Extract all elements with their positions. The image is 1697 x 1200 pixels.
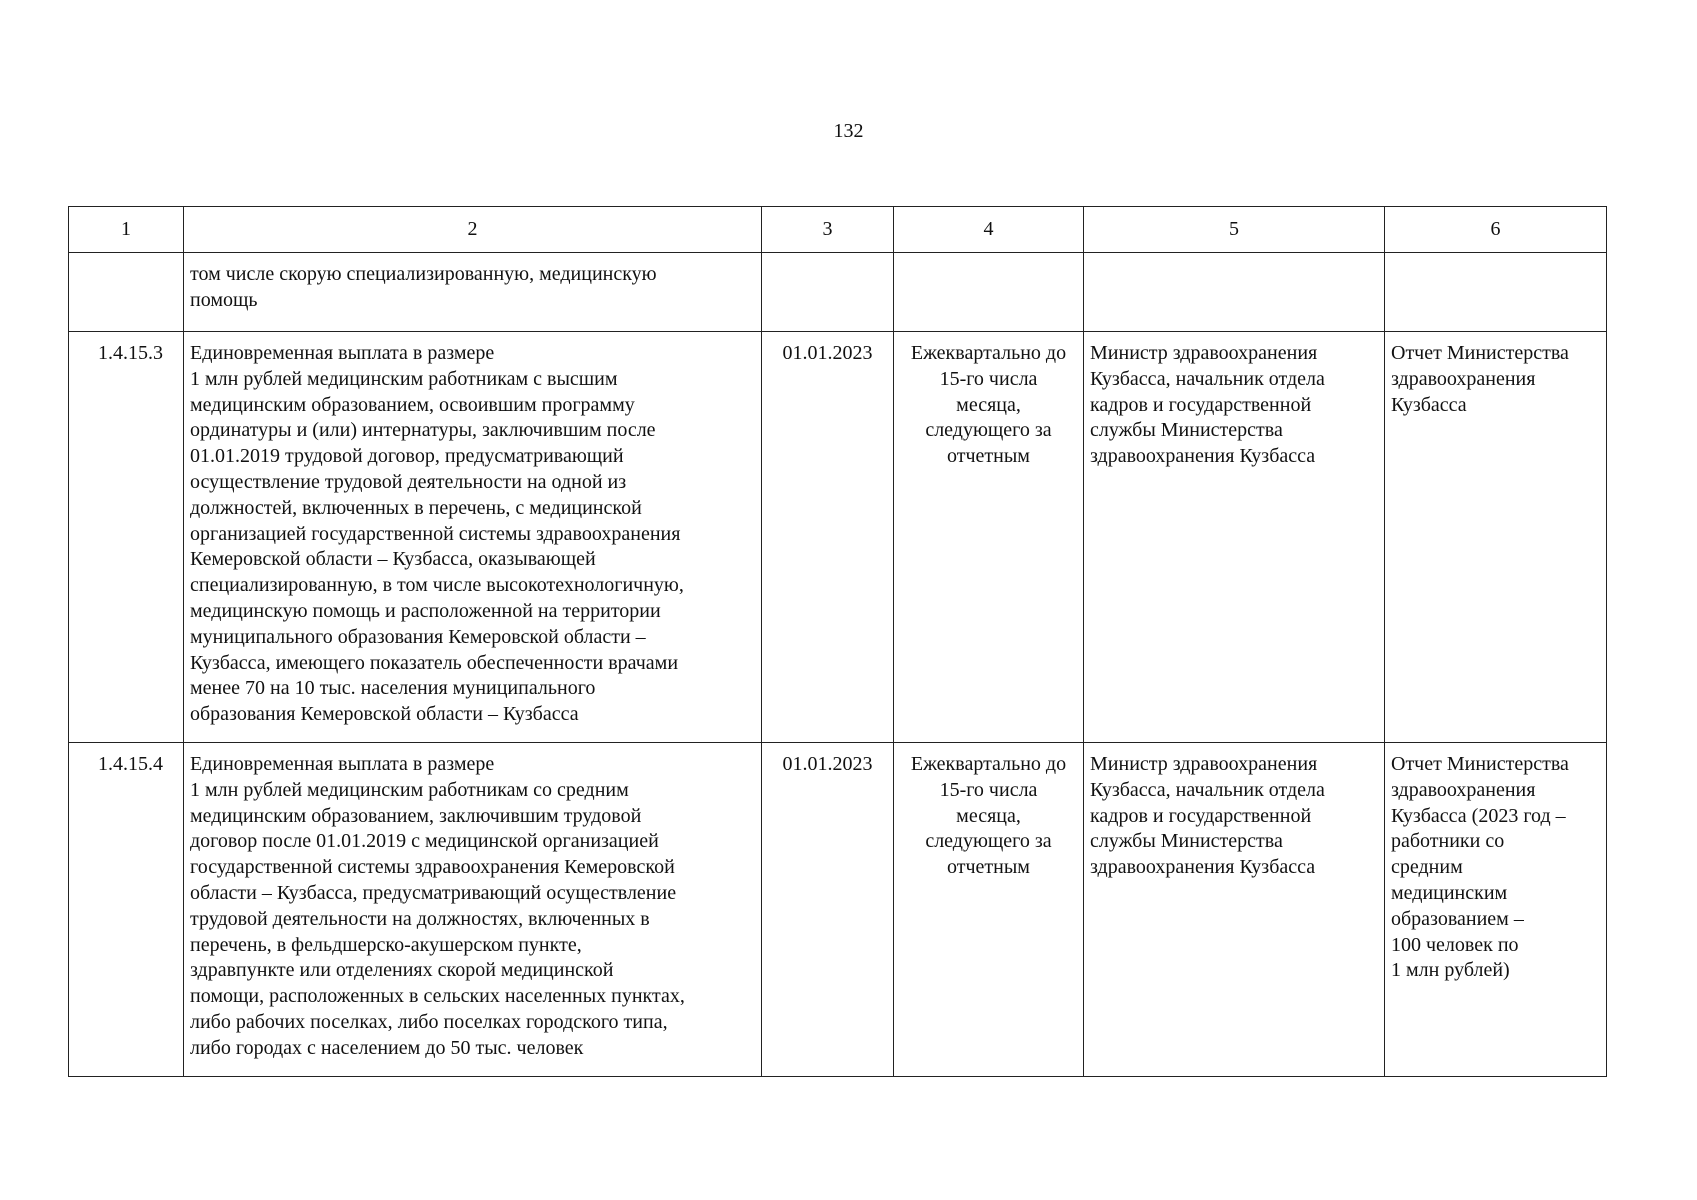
item-period bbox=[894, 253, 1084, 332]
item-number: 1.4.15.3 bbox=[69, 332, 184, 743]
item-description: Единовременная выплата в размере 1 млн рублей медицинским работникам со средним медицинским образованием, заключившим трудовой договор после 01.01.2019 с медицинской организацией государственной системы здравоохранения Кемеровской области – Кузбасса, предусматривающий осуществление трудовой деятельности на должностях, включенных в перечень, в фельдшерско-акушерском пункте, здравпункте или отделениях скорой медицинской помощи, расположенных в сельских населенных пунктах, либо рабочих поселках, либо поселках городского типа, либо городах с населением до 50 тыс. человек bbox=[184, 743, 762, 1077]
column-header: 3 bbox=[762, 207, 894, 253]
page-number: 132 bbox=[833, 120, 864, 142]
item-date: 01.01.2023 bbox=[762, 743, 894, 1077]
column-header: 1 bbox=[69, 207, 184, 253]
table-row bbox=[69, 743, 1607, 1077]
item-description: Единовременная выплата в размере 1 млн рублей медицинским работникам с высшим медицинским образованием, освоившим программу ординатуры и (или) интернатуры, заключившим после 01.01.2019 трудовой договор, предусматривающий осуществление трудовой деятельности на одной из должностей, включенных в перечень, с медицинской организацией государственной системы здравоохранения Кемеровской области – Кузбасса, оказывающей специализированную, в том числе высокотехнологичную, медицинскую помощь и расположенной на территории муниципального образования Кемеровской области – Кузбасса, имеющего показатель обеспеченности врачами менее 70 на 10 тыс. населения муниципального образования Кемеровской области – Кузбасса bbox=[184, 332, 762, 743]
table-row bbox=[69, 253, 1607, 332]
item-date: 01.01.2023 bbox=[762, 332, 894, 743]
item-report: Отчет Министерства здравоохранения Кузбасса bbox=[1385, 332, 1607, 743]
item-description: том числе скорую специализированную, медицинскую помощь bbox=[184, 253, 762, 332]
item-report: Отчет Министерства здравоохранения Кузбасса (2023 год – работники со средним медицинским образованием – 100 человек по 1 млн рублей) bbox=[1385, 743, 1607, 1077]
item-number bbox=[69, 253, 184, 332]
item-responsible: Министр здравоохранения Кузбасса, начальник отдела кадров и государственной службы Министерства здравоохранения Кузбасса bbox=[1084, 332, 1385, 743]
column-header: 6 bbox=[1385, 207, 1607, 253]
item-period: Ежеквартально до 15-го числа месяца, следующего за отчетным bbox=[894, 332, 1084, 743]
item-responsible bbox=[1084, 253, 1385, 332]
item-number: 1.4.15.4 bbox=[69, 743, 184, 1077]
item-report bbox=[1385, 253, 1607, 332]
item-responsible: Министр здравоохранения Кузбасса, начальник отдела кадров и государственной службы Министерства здравоохранения Кузбасса bbox=[1084, 743, 1385, 1077]
column-header: 2 bbox=[184, 207, 762, 253]
column-header: 4 bbox=[894, 207, 1084, 253]
table-header-row bbox=[69, 207, 1607, 253]
table-row bbox=[69, 332, 1607, 743]
item-period: Ежеквартально до 15-го числа месяца, следующего за отчетным bbox=[894, 743, 1084, 1077]
column-header: 5 bbox=[1084, 207, 1385, 253]
plan-table bbox=[68, 206, 1607, 1077]
item-date bbox=[762, 253, 894, 332]
